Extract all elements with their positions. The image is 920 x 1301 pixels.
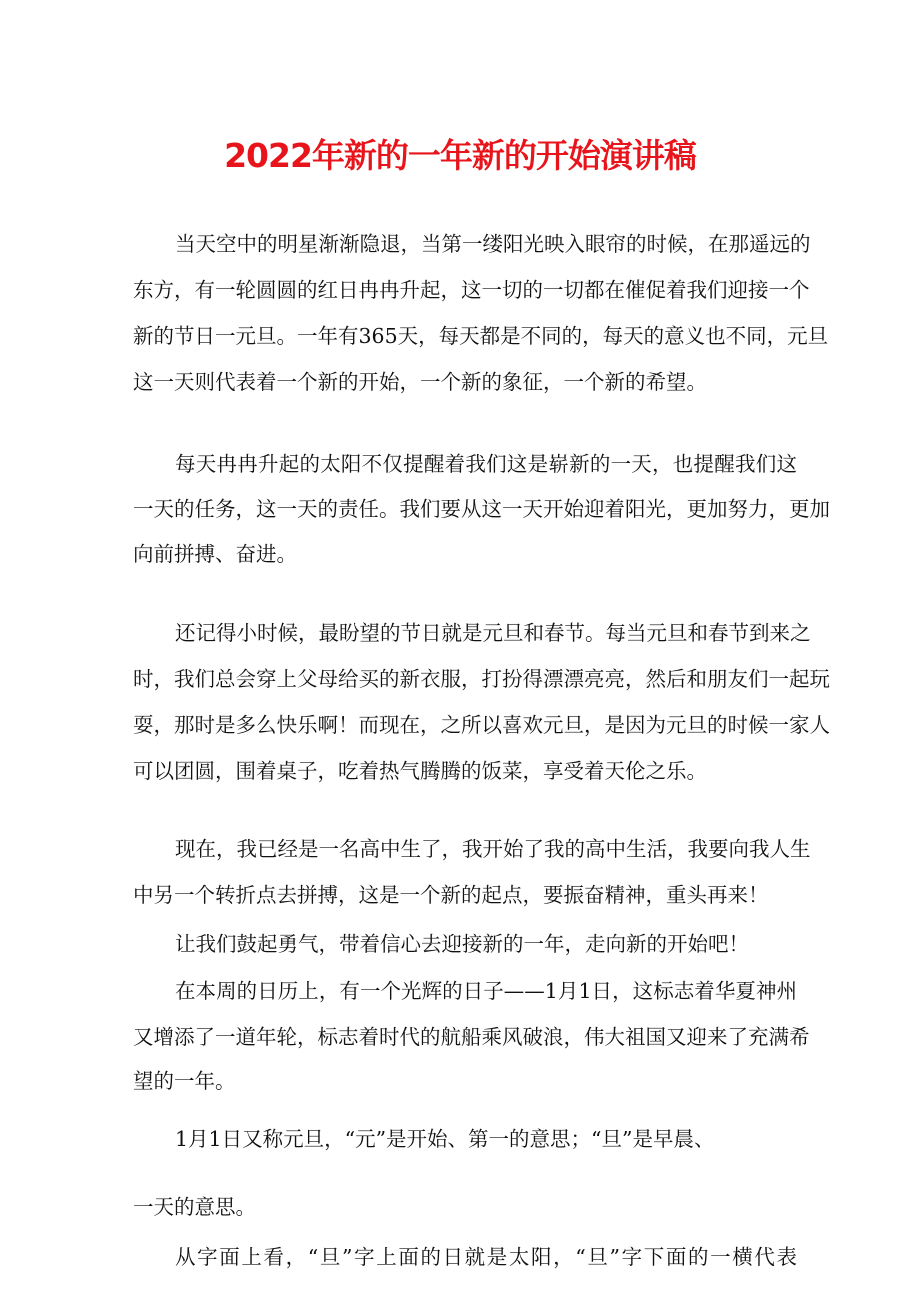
text-line: 现在，我已经是一名高中生了，我开始了我的高中生活，我要向我人生	[175, 837, 811, 861]
text-line: 当天空中的明星渐渐隐退，当第一缕阳光映入眼帘的时候，在那遥远的	[175, 232, 811, 256]
text-line: 望的一年。	[133, 1069, 236, 1093]
text-line: 从字面上看，“旦”字上面的日就是太阳，“旦”字下面的一横代表	[175, 1245, 797, 1269]
text-line: 让我们鼓起勇气，带着信心去迎接新的一年，走向新的开始吧！	[175, 932, 749, 956]
text-line: 东方，有一轮圆圆的红日冉冉升起，这一切的一切都在催促着我们迎接一个	[133, 278, 810, 302]
document-title: 2022年新的一年新的开始演讲稿	[224, 136, 696, 175]
text-line: 还记得小时候，最盼望的节日就是元旦和春节。每当元旦和春节到来之	[175, 621, 811, 645]
text-line: 时，我们总会穿上父母给买的新衣服，打扮得漂漂亮亮，然后和朋友们一起玩	[133, 667, 830, 691]
text-line: 中另一个转折点去拼搏，这是一个新的起点，要振奋精神，重头再来！	[133, 883, 769, 907]
text-line: 耍，那时是多么快乐啊！而现在，之所以喜欢元旦，是因为元旦的时候一家人	[133, 713, 830, 737]
text-line: 又增添了一道年轮，标志着时代的航船乘风破浪，伟大祖国又迎来了充满希	[133, 1025, 810, 1049]
text-line: 可以团圆，围着桌子，吃着热气腾腾的饭菜，享受着天伦之乐。	[133, 759, 707, 783]
text-line: 在本周的日历上，有一个光辉的日子——1月1日，这标志着华夏神州	[175, 979, 797, 1003]
text-line: 一天的任务，这一天的责任。我们要从这一天开始迎着阳光，更加努力，更加	[133, 497, 830, 521]
text-line: 1月1日又称元旦，“元”是开始、第一的意思；“旦”是早晨、	[175, 1127, 715, 1151]
text-line: 向前拼搏、奋进。	[133, 542, 297, 566]
text-line: 新的节日一元旦。一年有365天，每天都是不同的，每天的意义也不同，元旦	[133, 324, 829, 348]
text-line: 这一天则代表着一个新的开始，一个新的象征，一个新的希望。	[133, 370, 707, 394]
text-line: 一天的意思。	[133, 1195, 256, 1219]
text-line: 每天冉冉升起的太阳不仅提醒着我们这是崭新的一天，也提醒我们这	[175, 452, 797, 476]
